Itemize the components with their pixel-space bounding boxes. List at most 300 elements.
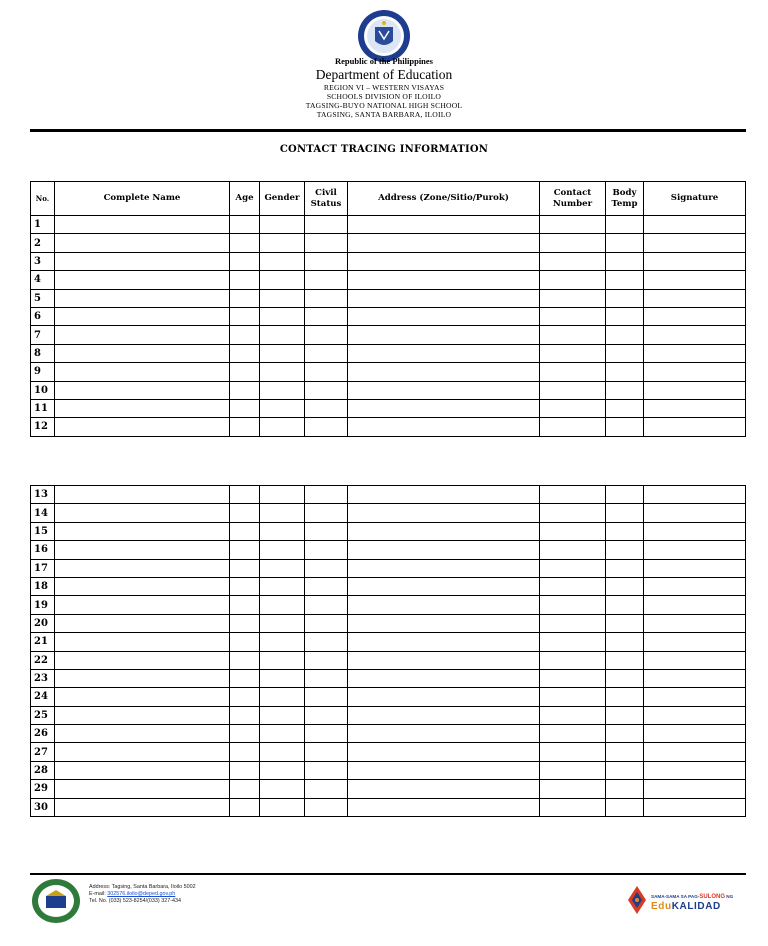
entry-cell[interactable] xyxy=(644,633,746,651)
entry-cell[interactable] xyxy=(540,399,606,417)
entry-cell[interactable] xyxy=(230,725,260,743)
entry-cell[interactable] xyxy=(540,633,606,651)
entry-cell[interactable] xyxy=(606,577,644,595)
entry-cell[interactable] xyxy=(260,289,305,307)
entry-cell[interactable] xyxy=(260,271,305,289)
entry-cell[interactable] xyxy=(260,307,305,325)
entry-cell[interactable] xyxy=(55,725,230,743)
entry-cell[interactable] xyxy=(260,541,305,559)
entry-cell[interactable] xyxy=(540,418,606,436)
entry-cell[interactable] xyxy=(644,289,746,307)
entry-cell[interactable] xyxy=(55,614,230,632)
entry-cell[interactable] xyxy=(260,725,305,743)
entry-cell[interactable] xyxy=(348,706,540,724)
entry-cell[interactable] xyxy=(644,725,746,743)
entry-cell[interactable] xyxy=(606,596,644,614)
entry-cell[interactable] xyxy=(348,761,540,779)
department-title: Department of Education xyxy=(315,67,453,82)
entry-cell[interactable] xyxy=(305,344,348,362)
entry-cell[interactable] xyxy=(260,596,305,614)
entry-cell[interactable] xyxy=(230,706,260,724)
entry-cell[interactable] xyxy=(55,399,230,417)
entry-cell[interactable] xyxy=(260,798,305,816)
entry-cell[interactable] xyxy=(348,743,540,761)
entry-cell[interactable] xyxy=(260,344,305,362)
table-header-row xyxy=(31,182,746,216)
footer-email-label: E-mail: xyxy=(89,891,108,897)
entry-cell[interactable] xyxy=(540,651,606,669)
row-number: 22 xyxy=(31,651,55,669)
entry-cell[interactable] xyxy=(305,651,348,669)
entry-cell[interactable] xyxy=(230,326,260,344)
division-line: SCHOOLS DIVISION OF ILOILO xyxy=(326,92,442,101)
entry-cell[interactable] xyxy=(260,669,305,687)
entry-cell[interactable] xyxy=(55,633,230,651)
entry-cell[interactable] xyxy=(606,651,644,669)
row-number: 30 xyxy=(31,798,55,816)
entry-cell[interactable] xyxy=(644,743,746,761)
entry-cell[interactable] xyxy=(348,651,540,669)
footer-contact xyxy=(89,884,196,905)
entry-cell[interactable] xyxy=(644,559,746,577)
entry-cell[interactable] xyxy=(540,706,606,724)
entry-cell[interactable] xyxy=(55,688,230,706)
entry-cell[interactable] xyxy=(348,326,540,344)
entry-cell[interactable] xyxy=(305,559,348,577)
entry-cell[interactable] xyxy=(230,289,260,307)
entry-cell[interactable] xyxy=(230,504,260,522)
footer-address: Address: Tagsing, Santa Barbara, Iloilo 5002 xyxy=(89,884,196,890)
entry-cell[interactable] xyxy=(540,559,606,577)
entry-cell[interactable] xyxy=(260,216,305,234)
entry-cell[interactable] xyxy=(230,596,260,614)
table-row xyxy=(31,651,746,669)
entry-cell[interactable] xyxy=(260,780,305,798)
entry-cell[interactable] xyxy=(305,522,348,540)
entry-cell[interactable] xyxy=(230,399,260,417)
entry-cell[interactable] xyxy=(55,504,230,522)
entry-cell[interactable] xyxy=(305,307,348,325)
entry-cell[interactable] xyxy=(55,289,230,307)
entry-cell[interactable] xyxy=(644,381,746,399)
entry-cell[interactable] xyxy=(230,688,260,706)
entry-cell[interactable] xyxy=(540,271,606,289)
entry-cell[interactable] xyxy=(540,743,606,761)
entry-cell[interactable] xyxy=(540,780,606,798)
entry-cell[interactable] xyxy=(230,418,260,436)
entry-cell[interactable] xyxy=(348,798,540,816)
contact-table-1 xyxy=(30,181,746,437)
entry-cell[interactable] xyxy=(305,271,348,289)
entry-cell[interactable] xyxy=(305,381,348,399)
row-number: 8 xyxy=(31,344,55,362)
entry-cell[interactable] xyxy=(348,559,540,577)
row-number: 25 xyxy=(31,706,55,724)
entry-cell[interactable] xyxy=(230,363,260,381)
entry-cell[interactable] xyxy=(348,577,540,595)
entry-cell[interactable] xyxy=(230,234,260,252)
entry-cell[interactable] xyxy=(260,381,305,399)
row-number: 18 xyxy=(31,577,55,595)
col-header-contact: Contact Number xyxy=(540,182,606,216)
footer-email-link[interactable]: 302576.iloilo@deped.gov.ph xyxy=(107,891,176,897)
entry-cell[interactable] xyxy=(540,252,606,270)
row-number: 16 xyxy=(31,541,55,559)
entry-cell[interactable] xyxy=(260,234,305,252)
entry-cell[interactable] xyxy=(260,522,305,540)
row-number: 2 xyxy=(31,234,55,252)
entry-cell[interactable] xyxy=(644,798,746,816)
entry-cell[interactable] xyxy=(230,522,260,540)
entry-cell[interactable] xyxy=(348,363,540,381)
entry-cell[interactable] xyxy=(230,780,260,798)
table-row xyxy=(31,363,746,381)
entry-cell[interactable] xyxy=(230,633,260,651)
entry-cell[interactable] xyxy=(55,486,230,504)
entry-cell[interactable] xyxy=(230,381,260,399)
entry-cell[interactable] xyxy=(305,743,348,761)
entry-cell[interactable] xyxy=(606,688,644,706)
entry-cell[interactable] xyxy=(348,522,540,540)
row-number: 1 xyxy=(31,216,55,234)
entry-cell[interactable] xyxy=(305,399,348,417)
entry-cell[interactable] xyxy=(540,688,606,706)
col-header-gender: Gender xyxy=(260,182,305,216)
entry-cell[interactable] xyxy=(644,216,746,234)
entry-cell[interactable] xyxy=(305,614,348,632)
table-row xyxy=(31,271,746,289)
row-number: 29 xyxy=(31,780,55,798)
table-row xyxy=(31,252,746,270)
entry-cell[interactable] xyxy=(230,669,260,687)
footer-divider xyxy=(30,873,746,875)
entry-cell[interactable] xyxy=(305,418,348,436)
entry-cell[interactable] xyxy=(305,486,348,504)
school-logo xyxy=(31,878,81,924)
entry-cell[interactable] xyxy=(55,596,230,614)
entry-cell[interactable] xyxy=(540,344,606,362)
entry-cell[interactable] xyxy=(606,418,644,436)
entry-cell[interactable] xyxy=(606,504,644,522)
entry-cell[interactable] xyxy=(230,486,260,504)
entry-cell[interactable] xyxy=(606,706,644,724)
entry-cell[interactable] xyxy=(606,780,644,798)
entry-cell[interactable] xyxy=(260,363,305,381)
entry-cell[interactable] xyxy=(55,761,230,779)
entry-cell[interactable] xyxy=(348,614,540,632)
col-header-temp: Body Temp xyxy=(606,182,644,216)
col-header-name: Complete Name xyxy=(55,182,230,216)
form-title: CONTACT TRACING INFORMATION xyxy=(279,144,489,155)
entry-cell[interactable] xyxy=(55,541,230,559)
entry-cell[interactable] xyxy=(230,761,260,779)
entry-cell[interactable] xyxy=(644,522,746,540)
table-row xyxy=(31,399,746,417)
entry-cell[interactable] xyxy=(644,596,746,614)
entry-cell[interactable] xyxy=(644,577,746,595)
entry-cell[interactable] xyxy=(606,798,644,816)
entry-cell[interactable] xyxy=(540,798,606,816)
entry-cell[interactable] xyxy=(606,344,644,362)
entry-cell[interactable] xyxy=(644,307,746,325)
row-number: 12 xyxy=(31,418,55,436)
entry-cell[interactable] xyxy=(348,252,540,270)
row-number: 5 xyxy=(31,289,55,307)
entry-cell[interactable] xyxy=(606,381,644,399)
entry-cell[interactable] xyxy=(606,363,644,381)
table-row xyxy=(31,706,746,724)
entry-cell[interactable] xyxy=(644,252,746,270)
entry-cell[interactable] xyxy=(55,344,230,362)
row-number: 24 xyxy=(31,688,55,706)
entry-cell[interactable] xyxy=(305,725,348,743)
entry-cell[interactable] xyxy=(348,307,540,325)
entry-cell[interactable] xyxy=(230,216,260,234)
entry-cell[interactable] xyxy=(644,271,746,289)
entry-cell[interactable] xyxy=(348,344,540,362)
entry-cell[interactable] xyxy=(260,761,305,779)
entry-cell[interactable] xyxy=(540,596,606,614)
entry-cell[interactable] xyxy=(230,252,260,270)
entry-cell[interactable] xyxy=(348,381,540,399)
entry-cell[interactable] xyxy=(644,486,746,504)
entry-cell[interactable] xyxy=(230,271,260,289)
entry-cell[interactable] xyxy=(348,486,540,504)
entry-cell[interactable] xyxy=(55,651,230,669)
entry-cell[interactable] xyxy=(305,216,348,234)
table-row xyxy=(31,577,746,595)
table-row xyxy=(31,596,746,614)
entry-cell[interactable] xyxy=(348,541,540,559)
deped-seal-logo xyxy=(357,9,411,63)
footer-tel: Tel. No. (033) 523-8254/(033) 327-434 xyxy=(89,898,181,904)
entry-cell[interactable] xyxy=(305,363,348,381)
table-row xyxy=(31,559,746,577)
entry-cell[interactable] xyxy=(305,780,348,798)
school-line: TAGSING-BUYO NATIONAL HIGH SCHOOL xyxy=(305,101,463,110)
table-row xyxy=(31,633,746,651)
entry-cell[interactable] xyxy=(606,399,644,417)
entry-cell[interactable] xyxy=(606,614,644,632)
table-row xyxy=(31,418,746,436)
table-row xyxy=(31,743,746,761)
entry-cell[interactable] xyxy=(540,307,606,325)
col-header-civil-status: Civil Status xyxy=(305,182,348,216)
entry-cell[interactable] xyxy=(540,504,606,522)
entry-cell[interactable] xyxy=(644,234,746,252)
entry-cell[interactable] xyxy=(305,633,348,651)
entry-cell[interactable] xyxy=(644,669,746,687)
entry-cell[interactable] xyxy=(606,743,644,761)
table-row xyxy=(31,307,746,325)
entry-cell[interactable] xyxy=(540,289,606,307)
entry-cell[interactable] xyxy=(55,307,230,325)
entry-cell[interactable] xyxy=(606,761,644,779)
edukalidad-icon xyxy=(624,884,650,916)
header-divider xyxy=(30,129,746,132)
entry-cell[interactable] xyxy=(644,344,746,362)
entry-cell[interactable] xyxy=(260,614,305,632)
entry-cell[interactable] xyxy=(260,688,305,706)
entry-cell[interactable] xyxy=(55,234,230,252)
entry-cell[interactable] xyxy=(230,798,260,816)
entry-cell[interactable] xyxy=(540,326,606,344)
entry-cell[interactable] xyxy=(540,216,606,234)
entry-cell[interactable] xyxy=(606,252,644,270)
entry-cell[interactable] xyxy=(305,234,348,252)
entry-cell[interactable] xyxy=(348,504,540,522)
entry-cell[interactable] xyxy=(644,688,746,706)
entry-cell[interactable] xyxy=(348,669,540,687)
entry-cell[interactable] xyxy=(606,486,644,504)
entry-cell[interactable] xyxy=(230,614,260,632)
entry-cell[interactable] xyxy=(230,541,260,559)
entry-cell[interactable] xyxy=(305,669,348,687)
entry-cell[interactable] xyxy=(305,252,348,270)
entry-cell[interactable] xyxy=(606,522,644,540)
entry-cell[interactable] xyxy=(260,504,305,522)
entry-cell[interactable] xyxy=(540,381,606,399)
entry-cell[interactable] xyxy=(55,381,230,399)
school-address-line: TAGSING, SANTA BARBARA, ILOILO xyxy=(316,110,452,119)
entry-cell[interactable] xyxy=(260,418,305,436)
entry-cell[interactable] xyxy=(305,326,348,344)
entry-cell[interactable] xyxy=(260,743,305,761)
entry-cell[interactable] xyxy=(644,651,746,669)
entry-cell[interactable] xyxy=(348,234,540,252)
entry-cell[interactable] xyxy=(55,326,230,344)
entry-cell[interactable] xyxy=(230,307,260,325)
entry-cell[interactable] xyxy=(55,743,230,761)
entry-cell[interactable] xyxy=(348,633,540,651)
entry-cell[interactable] xyxy=(540,614,606,632)
entry-cell[interactable] xyxy=(230,559,260,577)
col-header-age: Age xyxy=(230,182,260,216)
entry-cell[interactable] xyxy=(305,541,348,559)
row-number: 11 xyxy=(31,399,55,417)
entry-cell[interactable] xyxy=(540,541,606,559)
entry-cell[interactable] xyxy=(305,761,348,779)
table-row xyxy=(31,688,746,706)
entry-cell[interactable] xyxy=(606,216,644,234)
entry-cell[interactable] xyxy=(55,559,230,577)
entry-cell[interactable] xyxy=(55,669,230,687)
entry-cell[interactable] xyxy=(348,289,540,307)
entry-cell[interactable] xyxy=(644,780,746,798)
entry-cell[interactable] xyxy=(348,688,540,706)
entry-cell[interactable] xyxy=(230,577,260,595)
entry-cell[interactable] xyxy=(305,798,348,816)
entry-cell[interactable] xyxy=(260,252,305,270)
entry-cell[interactable] xyxy=(55,577,230,595)
entry-cell[interactable] xyxy=(606,541,644,559)
row-number: 27 xyxy=(31,743,55,761)
entry-cell[interactable] xyxy=(55,522,230,540)
entry-cell[interactable] xyxy=(55,780,230,798)
table-row xyxy=(31,326,746,344)
entry-cell[interactable] xyxy=(540,486,606,504)
entry-cell[interactable] xyxy=(644,326,746,344)
entry-cell[interactable] xyxy=(644,418,746,436)
contact-table-2 xyxy=(30,485,746,817)
entry-cell[interactable] xyxy=(348,418,540,436)
entry-cell[interactable] xyxy=(260,577,305,595)
entry-cell[interactable] xyxy=(305,577,348,595)
table-row xyxy=(31,381,746,399)
table-row xyxy=(31,541,746,559)
table-row xyxy=(31,522,746,540)
entry-cell[interactable] xyxy=(644,706,746,724)
entry-cell[interactable] xyxy=(540,725,606,743)
entry-cell[interactable] xyxy=(540,577,606,595)
entry-cell[interactable] xyxy=(260,651,305,669)
entry-cell[interactable] xyxy=(305,706,348,724)
entry-cell[interactable] xyxy=(55,271,230,289)
entry-cell[interactable] xyxy=(540,669,606,687)
entry-cell[interactable] xyxy=(260,486,305,504)
entry-cell[interactable] xyxy=(644,614,746,632)
entry-cell[interactable] xyxy=(606,234,644,252)
entry-cell[interactable] xyxy=(540,363,606,381)
entry-cell[interactable] xyxy=(305,504,348,522)
entry-cell[interactable] xyxy=(348,271,540,289)
entry-cell[interactable] xyxy=(540,761,606,779)
entry-cell[interactable] xyxy=(305,289,348,307)
entry-cell[interactable] xyxy=(305,596,348,614)
entry-cell[interactable] xyxy=(606,326,644,344)
entry-cell[interactable] xyxy=(230,344,260,362)
entry-cell[interactable] xyxy=(644,399,746,417)
entry-cell[interactable] xyxy=(644,363,746,381)
entry-cell[interactable] xyxy=(606,669,644,687)
entry-cell[interactable] xyxy=(260,706,305,724)
table-row xyxy=(31,614,746,632)
entry-cell[interactable] xyxy=(55,418,230,436)
entry-cell[interactable] xyxy=(348,596,540,614)
entry-cell[interactable] xyxy=(540,234,606,252)
entry-cell[interactable] xyxy=(230,743,260,761)
table-row xyxy=(31,216,746,234)
entry-cell[interactable] xyxy=(348,216,540,234)
entry-cell[interactable] xyxy=(260,326,305,344)
entry-cell[interactable] xyxy=(348,725,540,743)
entry-cell[interactable] xyxy=(606,633,644,651)
entry-cell[interactable] xyxy=(348,780,540,798)
entry-cell[interactable] xyxy=(55,363,230,381)
entry-cell[interactable] xyxy=(305,688,348,706)
entry-cell[interactable] xyxy=(644,761,746,779)
entry-cell[interactable] xyxy=(260,399,305,417)
entry-cell[interactable] xyxy=(606,725,644,743)
entry-cell[interactable] xyxy=(348,399,540,417)
entry-cell[interactable] xyxy=(606,307,644,325)
entry-cell[interactable] xyxy=(606,271,644,289)
entry-cell[interactable] xyxy=(540,522,606,540)
entry-cell[interactable] xyxy=(606,289,644,307)
row-number: 4 xyxy=(31,271,55,289)
entry-cell[interactable] xyxy=(644,541,746,559)
entry-cell[interactable] xyxy=(55,216,230,234)
entry-cell[interactable] xyxy=(230,651,260,669)
entry-cell[interactable] xyxy=(606,559,644,577)
entry-cell[interactable] xyxy=(55,252,230,270)
entry-cell[interactable] xyxy=(260,559,305,577)
entry-cell[interactable] xyxy=(55,798,230,816)
republic-label: Republic of the Philippines xyxy=(334,56,433,66)
entry-cell[interactable] xyxy=(644,504,746,522)
entry-cell[interactable] xyxy=(55,706,230,724)
entry-cell[interactable] xyxy=(260,633,305,651)
